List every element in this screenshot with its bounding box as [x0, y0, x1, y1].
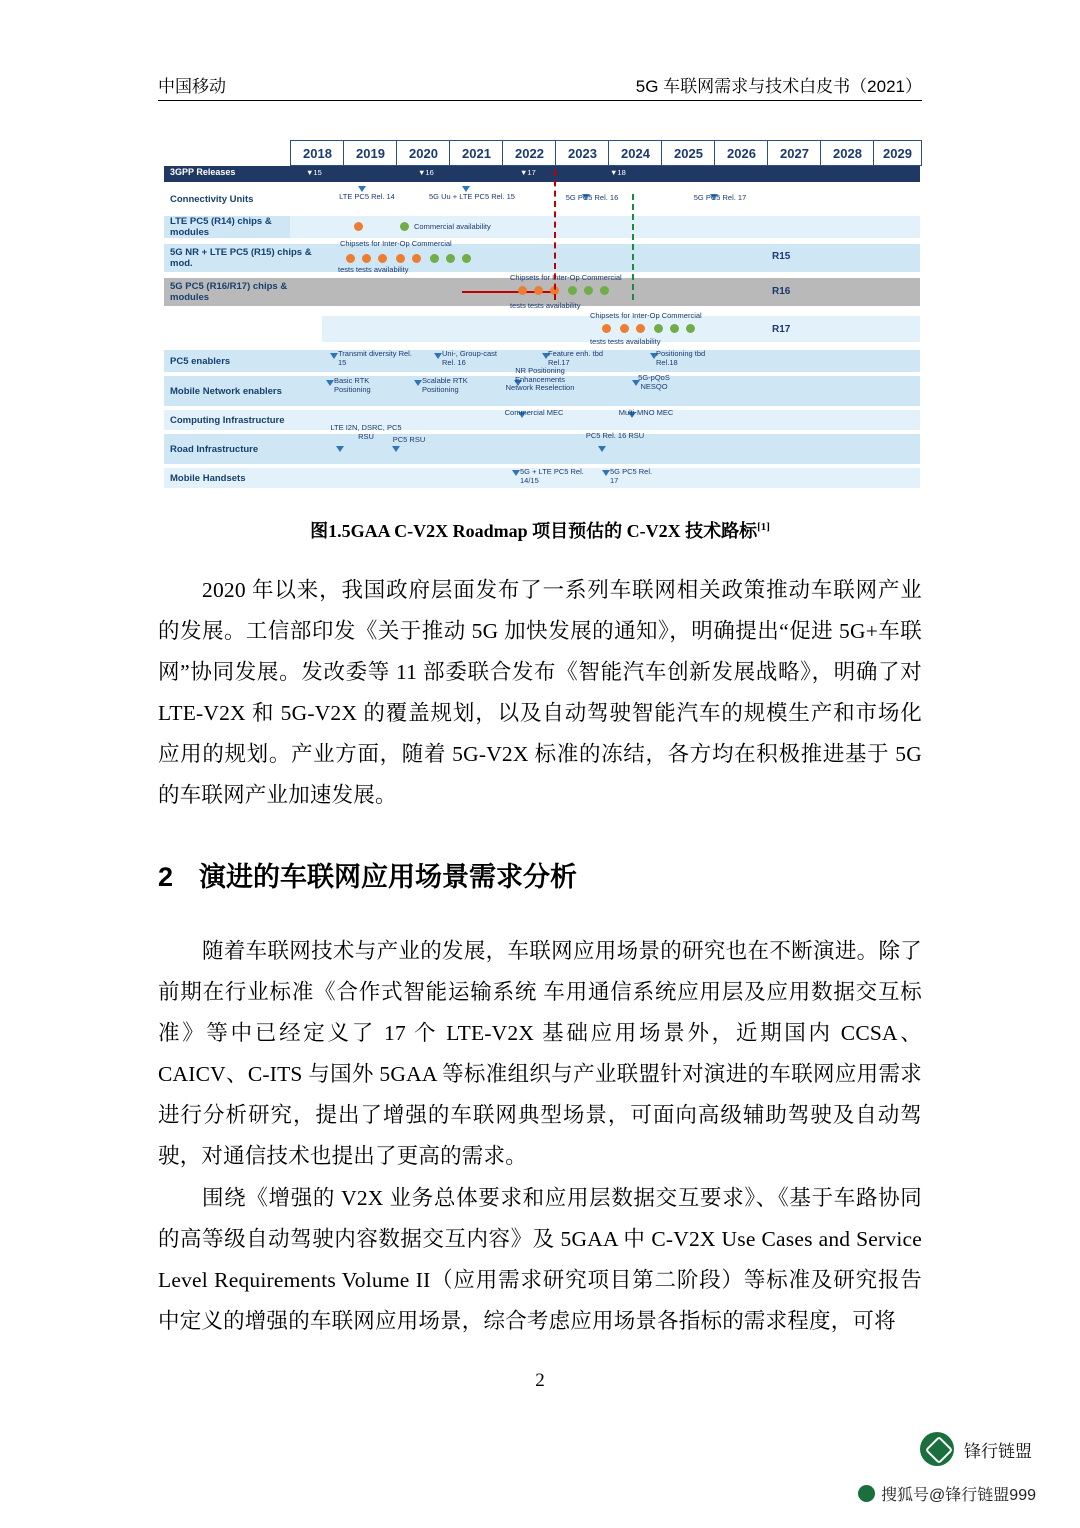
- year-header: 2025: [661, 140, 716, 166]
- header-left-text: 中国移动: [158, 77, 226, 96]
- status-dot: [620, 324, 629, 333]
- annotation: tests tests availability: [510, 301, 581, 310]
- milestone-marker: [434, 353, 442, 359]
- row-label-5gnr-lte-pc5-r15: 5G NR + LTE PC5 (R15) chips & mod.: [164, 244, 324, 272]
- row-label-lte-pc5-r14: LTE PC5 (R14) chips & modules: [164, 216, 290, 238]
- year-header: 2019: [343, 140, 398, 166]
- release-marker: ▼18: [610, 168, 626, 177]
- sohu-text: 搜狐号@锋行链盟999: [881, 1487, 1036, 1504]
- annotation: Transmit diversity Rel. 15: [338, 349, 412, 367]
- milestone-marker: [392, 446, 400, 452]
- row-label-connectivity-units: Connectivity Units: [170, 193, 254, 205]
- year-header: 2027: [767, 140, 822, 166]
- year-header: 2024: [608, 140, 663, 166]
- status-dot: [636, 324, 645, 333]
- release-marker: ▼17: [520, 168, 536, 177]
- status-dot: [346, 254, 355, 263]
- annotation: tests tests availability: [338, 265, 409, 274]
- annotation: Commercial MEC: [504, 408, 564, 417]
- watermark-sohu: [858, 1482, 1036, 1505]
- annotation: Chipsets for Inter-Op Commercial: [510, 273, 622, 282]
- status-dot: [400, 222, 409, 231]
- milestone-marker: [336, 446, 344, 452]
- annotation: 5G Uu + LTE PC5 Rel. 15: [429, 192, 515, 201]
- section-title: 演进的车联网应用场景需求分析: [199, 862, 578, 892]
- annotation: 5G PC5 Rel. 16: [565, 193, 619, 202]
- annotation: 5G PC5 Rel. 17: [610, 467, 653, 485]
- status-dot: [354, 222, 363, 231]
- year-header: 2021: [449, 140, 504, 166]
- year-header: 2029: [873, 140, 922, 166]
- release-tag: R16: [772, 286, 791, 297]
- status-dot: [396, 254, 405, 263]
- figure-roadmap: [162, 136, 922, 491]
- annotation: Basic RTK Positioning: [334, 376, 371, 394]
- status-dot: [362, 254, 371, 263]
- header-right-text: 5G 车联网需求与技术白皮书（2021）: [635, 77, 922, 96]
- row-label-computing-infrastructure: Computing Infrastructure: [164, 410, 290, 430]
- page-number: 2: [535, 1370, 545, 1391]
- row-label-5g-pc5-r16-r17: 5G PC5 (R16/R17) chips & modules: [164, 278, 324, 306]
- year-header: 2026: [714, 140, 769, 166]
- figure-caption: [158, 517, 922, 543]
- annotation: 5G-pQoS NESQO: [638, 373, 670, 391]
- row-label-mobile-network-enablers: Mobile Network enablers: [164, 376, 290, 406]
- annotation: LTE PC5 Rel. 14: [339, 192, 395, 201]
- year-header: 2022: [502, 140, 557, 166]
- annotation: Chipsets for Inter-Op Commercial: [340, 239, 452, 248]
- milestone-marker: [330, 353, 338, 359]
- sohu-badge-icon: [858, 1485, 875, 1502]
- status-dot: [378, 254, 387, 263]
- figure-caption-text: 图1.5GAA C-V2X Roadmap 项目预估的 C-V2X 技术路标: [310, 521, 758, 541]
- status-dot: [602, 324, 611, 333]
- annotation: Positioning tbd Rel.18: [656, 349, 706, 367]
- status-dot: [412, 254, 421, 263]
- annotation: Feature enh. tbd Rel.17: [548, 349, 604, 367]
- release-tag: R17: [772, 324, 791, 335]
- releases-band-label: 3GPP Releases: [170, 167, 236, 177]
- annotation: Scalable RTK Positioning: [422, 376, 468, 394]
- release-marker: ▼16: [418, 168, 434, 177]
- brand-name: 锋行链盟: [964, 1441, 1032, 1461]
- annotation: NR Positioning Enhancements Network Reselection: [505, 366, 575, 393]
- milestone-marker: [598, 446, 606, 452]
- section-heading-2: [158, 855, 922, 894]
- row-label-road-infrastructure: Road Infrastructure: [164, 434, 290, 464]
- annotation: 5G + LTE PC5 Rel. 14/15: [520, 467, 584, 485]
- year-header: 2023: [555, 140, 610, 166]
- status-dot: [600, 286, 609, 295]
- annotation: 5G PC5 Rel. 17: [693, 193, 747, 202]
- milestone-marker: [602, 470, 610, 476]
- status-dot: [568, 286, 577, 295]
- timeline-marker-green: [632, 194, 634, 300]
- milestone-marker: [326, 380, 334, 386]
- status-dot: [518, 286, 527, 295]
- year-header: 2028: [820, 140, 875, 166]
- status-dot: [534, 286, 543, 295]
- year-header: 2018: [290, 140, 345, 166]
- section-number: 2: [158, 862, 174, 892]
- annotation: PC5 RSU: [392, 435, 426, 444]
- row-label-pc5-enablers: PC5 enablers: [164, 350, 290, 372]
- status-dot: [462, 254, 471, 263]
- annotation: Chipsets for Inter-Op Commercial: [590, 311, 702, 320]
- status-dot: [446, 254, 455, 263]
- paragraph-3: 围绕《增强的 V2X 业务总体要求和应用层数据交互要求》、《基于车路协同的高等级自动驾驶内容数据交互内容》及 5GAA 中 C-V2X Use Cases and Service Level Requirements Volume II（应用需求研究项目第二阶段）等标准及研究报告中定义的增强的车联网应用场景，综合考虑应用场景各指标的需求程度，可将: [158, 1186, 922, 1333]
- timeline-marker-red: [554, 170, 556, 300]
- release-marker: ▼15: [306, 168, 322, 177]
- status-dot: [654, 324, 663, 333]
- watermark-brand: [920, 1432, 1032, 1466]
- milestone-marker: [512, 470, 520, 476]
- page-header: [158, 72, 922, 97]
- status-dot: [584, 286, 593, 295]
- annotation: PC5 Rel. 16 RSU: [585, 431, 645, 440]
- annotation: LTE I2N, DSRC, PC5 RSU: [330, 423, 402, 441]
- paragraph-1: 2020 年以来，我国政府层面发布了一系列车联网相关政策推动车联网产业的发展。工信部印发《关于推动 5G 加快发展的通知》，明确提出“促进 5G+车联网”协同发展。发改委等 11 部委联合发布《智能汽车创新发展战略》，明确了对 LTE-V2X 和 5G-V2X 的覆盖规划，以及自动驾驶智能汽车的规模生产和市场化应用的规划。产业方面，随着 5G-V2X 标准的冻结，各方均在积极推进基于 5G 的车联网产业加速发展。: [158, 578, 922, 807]
- row-label-mobile-handsets: Mobile Handsets: [164, 468, 290, 488]
- milestone-marker: [414, 380, 422, 386]
- status-dot: [686, 324, 695, 333]
- paragraph-2: 随着车联网技术与产业的发展，车联网应用场景的研究也在不断演进。除了前期在行业标准《合作式智能运输系统 车用通信系统应用层及应用数据交互标准》等中已经定义了 17 个 LTE-V2X 基础应用场景外，近期国内 CCSA、CAICV、C-ITS 与国外 5GAA 等标准组织与产业联盟针对演进的车联网应用需求进行分析研究，提出了增强的车联网典型场景，可面向高级辅助驾驶及自动驾驶，对通信技术也提出了更高的需求。: [158, 939, 922, 1168]
- annotation: Multi-MNO MEC: [618, 408, 674, 417]
- header-divider: [158, 100, 922, 101]
- annotation: Commercial availability: [414, 222, 491, 231]
- status-dot: [670, 324, 679, 333]
- annotation: tests tests availability: [590, 337, 661, 346]
- annotation: Uni-, Group-cast Rel. 16: [442, 349, 498, 367]
- figure-caption-ref: [1]: [757, 521, 770, 533]
- release-tag: R15: [772, 251, 791, 262]
- year-header: 2020: [396, 140, 451, 166]
- releases-band: [164, 166, 920, 182]
- brand-logo-icon: [920, 1432, 954, 1466]
- status-dot: [430, 254, 439, 263]
